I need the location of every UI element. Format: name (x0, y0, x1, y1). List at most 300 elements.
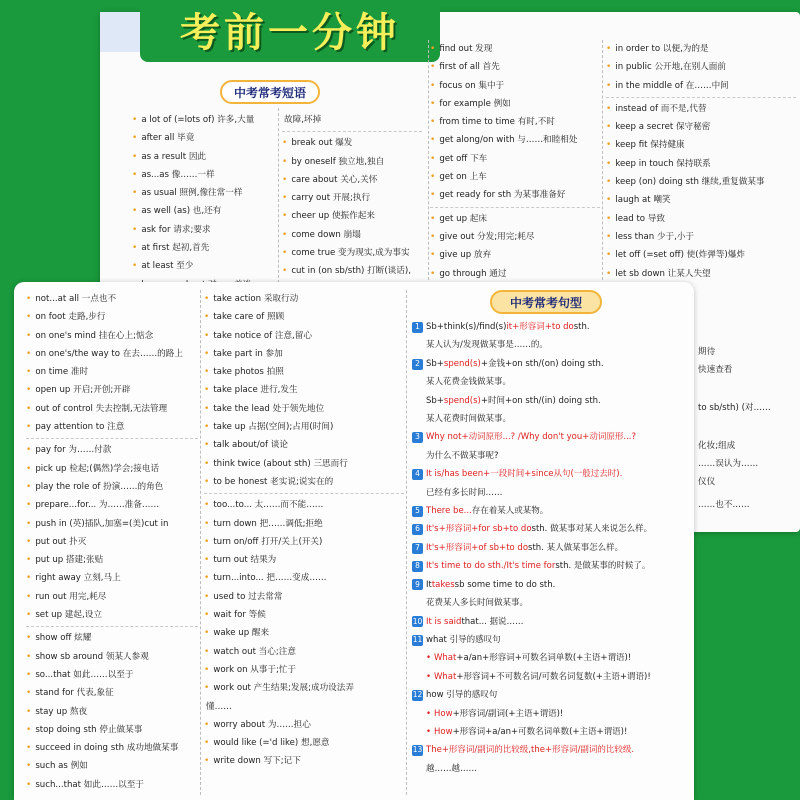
sentence-text: How (434, 726, 453, 737)
phrase-item (26, 551, 198, 569)
bullet-icon: • (282, 193, 288, 204)
bullet-icon: • (26, 463, 32, 474)
phrase-item (204, 327, 404, 345)
sentence-text: 已经有多长时间…… (426, 487, 503, 498)
phrase-text: stand for 代表,象征 (35, 688, 114, 699)
column-divider (406, 290, 407, 795)
pattern-number-badge: 3 (412, 432, 423, 443)
bullet-icon: • (26, 724, 32, 735)
phrase-text: break out 爆发 (291, 138, 353, 149)
phrase-item (204, 533, 404, 551)
bullet-icon: • (430, 135, 436, 146)
phrase-item (204, 308, 404, 326)
phrase-text: show sb around 领某人参观 (35, 651, 149, 662)
sentence-pattern-line (412, 410, 684, 428)
sentence-text: +形容词+不可数名词/可数名词复数(+主语+谓语)! (456, 671, 651, 682)
phrase-item (282, 226, 422, 244)
title-banner (140, 0, 440, 62)
bullet-icon: • (26, 403, 32, 414)
phrase-text: write down 写下;记下 (213, 756, 301, 767)
phrase-item (282, 189, 422, 207)
bullet-icon: • (132, 151, 138, 162)
bullet-icon: • (204, 719, 210, 730)
back-phrase-column-1 (132, 111, 282, 294)
phrase-text: cut in (on sb/sth) 打断(谈话), (291, 266, 411, 277)
phrase-item (606, 191, 796, 209)
phrase-item (204, 400, 404, 418)
phrase-item (606, 77, 796, 95)
sentence-text: +a/an+形容词+可数名词单数(+主语+谓语)! (456, 653, 632, 664)
bullet-icon: • (606, 44, 612, 54)
phrase-text: turn on/off 打开/关上(开关) (213, 536, 323, 547)
sentence-pattern-line (412, 631, 684, 649)
phrase-text: to be honest 老实说;说实在的 (213, 476, 334, 487)
sentence-pattern-line (412, 649, 684, 667)
phrase-item (26, 496, 198, 514)
pattern-number-badge: 9 (412, 579, 423, 590)
phrase-text: push in (英)插队,加塞=(美)cut in (35, 518, 169, 529)
phrase-text: play the role of 扮演……的角色 (35, 481, 164, 492)
sentence-text: takes (431, 579, 455, 590)
phrase-item (606, 173, 796, 191)
phrase-item (430, 150, 600, 168)
phrase-text: by oneself 独立地,独自 (291, 156, 385, 167)
sentence-text: Sb+think(s)/find(s) (426, 322, 507, 332)
dashed-separator (606, 97, 796, 98)
phrase-text: open up 开启;开创;开辟 (35, 385, 131, 396)
bullet-icon: • (26, 669, 32, 680)
phrase-item (606, 155, 796, 173)
phrase-item (26, 363, 198, 381)
phrase-item (430, 113, 600, 131)
phrase-text: keep fit 保持健康 (615, 140, 685, 151)
phrase-item (204, 515, 404, 533)
phrase-item (204, 345, 404, 363)
bullet-icon: • (204, 330, 210, 341)
phrase-item (26, 569, 198, 587)
phrase-item (26, 381, 198, 399)
phrase-text: not...at all 一点也不 (35, 294, 117, 304)
bullet-icon: • (26, 573, 32, 584)
phrase-item (132, 239, 282, 257)
bullet-icon: • (606, 177, 612, 188)
bullet-icon: • (132, 115, 138, 125)
sentence-text: 某人认为/发现做某事是……的。 (426, 340, 548, 351)
phrase-item (132, 148, 282, 166)
sentence-text: Sb+ (426, 395, 444, 406)
phrase-text: take the lead 处于领先地位 (213, 403, 325, 414)
phrase-text: on foot 走路,步行 (35, 312, 106, 323)
phrase-item (204, 436, 404, 454)
phrase-text: laugh at 嘲笑 (615, 195, 671, 206)
bullet-icon: • (426, 671, 432, 682)
phrase-item (26, 308, 198, 326)
phrase-item (430, 186, 600, 204)
phrase-item (430, 58, 600, 76)
phrase-text: as a result 因此 (141, 151, 207, 162)
sentence-pattern-line (412, 539, 684, 557)
phrase-item (430, 210, 600, 228)
column-divider (428, 40, 429, 285)
bullet-icon: • (426, 708, 432, 719)
phrase-text: on one's mind 挂在心上;惦念 (35, 330, 154, 341)
bullet-icon: • (26, 367, 32, 378)
sentence-text: It is/has been+一段时间+since从句(一般过去时). (426, 469, 623, 480)
sentence-text: 某人花费时间做某事。 (426, 414, 512, 425)
bullet-icon: • (132, 133, 138, 144)
phrase-text: take part in 参加 (213, 348, 283, 359)
bullet-icon: • (204, 664, 210, 675)
bullet-icon: • (282, 211, 288, 222)
section-title-sentences: 中考常考句型 (490, 290, 602, 314)
sentence-text: 某人花费金钱做某事。 (426, 377, 512, 388)
bullet-icon: • (26, 591, 32, 602)
pattern-number-badge: 6 (412, 524, 423, 535)
bullet-icon: • (430, 98, 436, 109)
phrase-item (132, 221, 282, 239)
phrase-text: take place 进行,发生 (213, 385, 298, 396)
phrase-text: such as 例如 (35, 761, 88, 772)
bullet-icon: • (204, 518, 210, 529)
phrase-item (606, 100, 796, 118)
sentence-pattern-line (412, 594, 684, 612)
phrase-item (26, 703, 198, 721)
phrase-item (430, 246, 600, 264)
sentence-text: 存在着某人或某物。 (471, 506, 549, 517)
back-phrase-column-3 (430, 40, 600, 283)
sentence-pattern-line (412, 613, 684, 631)
bullet-icon: • (606, 80, 612, 91)
phrase-text: used to 过去常常 (213, 591, 283, 602)
phrase-item (132, 257, 282, 275)
bullet-icon: • (132, 188, 138, 199)
bullet-icon: • (26, 743, 32, 754)
sentence-text: 越……越…… (426, 763, 478, 774)
phrase-item (204, 418, 404, 436)
phrase-text: stay up 熬夜 (35, 706, 88, 717)
phrase-item (430, 265, 600, 283)
bullet-icon: • (430, 80, 436, 91)
phrase-item (430, 168, 600, 186)
bullet-icon: • (26, 330, 32, 341)
phrase-item (26, 684, 198, 702)
bullet-icon: • (26, 633, 32, 644)
column-divider (200, 290, 201, 795)
phrase-text: lead to 导致 (615, 213, 665, 224)
sentence-text: How (434, 708, 453, 719)
sentence-pattern-line (412, 355, 684, 373)
back-partial-3: to sb/sth) (对…… (698, 403, 771, 413)
phrase-item (606, 118, 796, 136)
dashed-separator (204, 493, 404, 494)
phrase-item (204, 661, 404, 679)
bullet-icon: • (204, 500, 210, 511)
bullet-icon: • (430, 172, 436, 183)
front-phrase-column-1 (26, 290, 198, 794)
sentence-text: sth. (573, 322, 590, 332)
phrase-text: pick up 检起;(偶然)学会;接电话 (35, 463, 160, 474)
phrase-text: find out 发现 (439, 44, 493, 54)
phrase-item (282, 262, 422, 280)
phrase-text: such...that 如此……以至于 (35, 779, 144, 790)
phrase-text: take photos 拍照 (213, 367, 284, 378)
phrase-item (282, 171, 422, 189)
phrase-text: let off (=set off) 使(炸弹等)爆炸 (615, 250, 745, 261)
phrase-text: on time 准时 (35, 367, 89, 378)
phrase-item (26, 757, 198, 775)
phrase-text: as well (as) 也,还有 (141, 206, 222, 217)
phrase-text: work on 从事于;忙于 (213, 664, 297, 675)
sentence-text: spend(s) (443, 358, 481, 369)
phrase-item (26, 776, 198, 794)
phrase-item (26, 648, 198, 666)
phrase-item (204, 290, 404, 308)
phrase-item (26, 460, 198, 478)
sentence-text: It's+形容词+for sb+to do (426, 524, 532, 535)
sentence-pattern-line (412, 336, 684, 354)
phrase-text: wake up 醒来 (213, 628, 270, 639)
phrase-text: get up 起床 (439, 213, 487, 224)
bullet-icon: • (204, 422, 210, 433)
phrase-text: in public 公开地,在别人面前 (615, 62, 726, 73)
bullet-icon: • (282, 156, 288, 167)
bullet-icon: • (26, 445, 32, 456)
phrase-text: run out 用完,耗尽 (35, 591, 107, 602)
phrase-text: worry about 为……担心 (213, 719, 311, 730)
bullet-icon: • (430, 153, 436, 164)
bullet-icon: • (26, 481, 32, 492)
phrase-text: so...that 如此……以至于 (35, 669, 134, 680)
sentence-pattern-line (412, 373, 684, 391)
bullet-icon: • (26, 422, 32, 433)
back-phrase-column-2 (282, 111, 422, 299)
phrase-text: pay for 为……付款 (35, 445, 112, 456)
phrase-text: keep a secret 保守秘密 (615, 122, 711, 133)
dashed-separator (26, 626, 198, 627)
sentence-text: how 引导的感叹句 (426, 690, 498, 701)
phrase-text: come down 崩塌 (291, 229, 361, 240)
phrase-text: let sb down 让某人失望 (615, 268, 711, 279)
bullet-icon: • (204, 312, 210, 323)
phrase-text: right away 立刻,马上 (35, 573, 121, 584)
sentence-pattern-line (412, 447, 684, 465)
bullet-icon: • (204, 348, 210, 359)
bullet-icon: • (426, 653, 432, 664)
phrase-text: turn down 把……调低;拒绝 (213, 518, 323, 529)
sentence-text: Why not+动词原形...? /Why don't you+动词原形...? (426, 432, 636, 443)
pattern-number-badge: 7 (412, 543, 423, 554)
sentence-text: what 引导的感叹句 (426, 634, 501, 645)
phrase-text: would like (='d like) 想,愿意 (213, 738, 330, 749)
bullet-icon: • (26, 610, 32, 621)
phrase-text: come true 变为现实,成为事实 (291, 248, 410, 259)
bullet-icon: • (132, 261, 138, 272)
sentence-pattern-line (412, 741, 684, 759)
bullet-icon: • (606, 62, 612, 73)
phrase-item (204, 551, 404, 569)
phrase-text: care about 关心,关怀 (291, 174, 378, 185)
phrase-text: get on 上车 (439, 172, 487, 183)
phrase-text: on one's/the way to 在去……的路上 (35, 348, 183, 359)
phrase-item (204, 588, 404, 606)
phrase-text: instead of 而不是,代替 (615, 103, 707, 114)
bullet-icon: • (204, 573, 210, 584)
bullet-icon: • (282, 266, 288, 277)
front-phrase-column-2 (204, 290, 404, 771)
phrase-item (26, 515, 198, 533)
phrase-text: 懂…… (206, 701, 232, 712)
sentence-text: There be... (426, 506, 472, 517)
bullet-icon: • (204, 683, 210, 694)
phrase-item (282, 153, 422, 171)
sentence-pattern-line (412, 484, 684, 502)
bullet-icon: • (132, 243, 138, 254)
dashed-separator (430, 207, 600, 208)
phrase-item (132, 166, 282, 184)
bullet-icon: • (430, 250, 436, 261)
sentence-text: What (434, 671, 457, 682)
sentence-text: 花费某人多长时间做某事。 (426, 598, 529, 609)
bullet-icon: • (26, 555, 32, 566)
phrase-item (204, 606, 404, 624)
bullet-icon: • (430, 231, 436, 242)
phrase-text: wait for 等候 (213, 610, 266, 621)
phrase-item (282, 207, 422, 225)
phrase-text: take up 占据(空间);占用(时间) (213, 422, 334, 433)
phrase-text: turn...into... 把……变成…… (213, 573, 327, 584)
bullet-icon: • (430, 117, 436, 128)
phrase-item (204, 679, 404, 697)
sentence-text: The+形容词/副词的比较级,the+形容词/副词的比较级. (426, 745, 635, 756)
bullet-icon: • (26, 761, 32, 772)
phrase-text: less than 少于,小于 (615, 231, 695, 242)
phrase-item (282, 134, 422, 152)
pattern-number-badge: 8 (412, 561, 423, 572)
phrase-text: get ready for sth 为某事准备好 (439, 190, 566, 201)
bullet-icon: • (26, 348, 32, 359)
phrase-text: cheer up 使振作起来 (291, 211, 375, 222)
phrase-item (204, 473, 404, 491)
bullet-icon: • (282, 229, 288, 240)
bullet-icon: • (204, 536, 210, 547)
phrase-item (204, 381, 404, 399)
phrase-item (26, 739, 198, 757)
phrase-text: keep in touch 保持联系 (615, 158, 711, 169)
bullet-icon: • (282, 174, 288, 185)
bullet-icon: • (204, 294, 210, 304)
phrase-text: pay attention to 注意 (35, 422, 125, 433)
sentence-text: It's time to do sth./It's time for (426, 561, 556, 572)
phrase-item (204, 698, 404, 716)
column-divider (602, 40, 603, 285)
phrase-text: in order to 以便,为的是 (615, 44, 709, 54)
sentence-text: It is said (426, 616, 462, 627)
dashed-separator (282, 131, 422, 132)
phrase-text: carry out 开展;执行 (291, 193, 371, 204)
phrase-text: after all 毕竟 (141, 133, 195, 144)
phrase-text: first of all 首先 (439, 62, 500, 73)
sentence-text: It's+形容词+of sb+to do (426, 542, 529, 553)
phrase-text: prepare...for... 为……准备…… (35, 500, 160, 511)
back-partial-2: 快速查看 (698, 365, 733, 375)
bullet-icon: • (204, 367, 210, 378)
phrase-text: too...to... 太……而不能…… (213, 500, 324, 511)
bullet-icon: • (606, 195, 612, 206)
phrase-item (204, 363, 404, 381)
phrase-text: take care of 照顾 (213, 312, 285, 323)
phrase-text: at first 起初,首先 (141, 243, 210, 254)
phrase-item (132, 184, 282, 202)
bullet-icon: • (204, 403, 210, 414)
bullet-icon: • (26, 312, 32, 323)
sentence-pattern-line (412, 392, 684, 410)
phrase-item (606, 210, 796, 228)
phrase-item (26, 327, 198, 345)
phrase-text: take action 采取行动 (213, 294, 299, 304)
bullet-icon: • (430, 190, 436, 201)
bullet-icon: • (282, 248, 288, 259)
phrase-text: get off 下车 (439, 153, 488, 164)
phrase-item (26, 478, 198, 496)
bullet-icon: • (26, 688, 32, 699)
bullet-icon: • (606, 122, 612, 133)
phrase-text: ask for 请求;要求 (141, 224, 211, 235)
bullet-icon: • (606, 103, 612, 114)
bullet-icon: • (204, 440, 210, 451)
sentence-text: +形容词/副词(+主语+谓语)! (452, 708, 564, 719)
bullet-icon: • (26, 385, 32, 396)
bullet-icon: • (204, 591, 210, 602)
sentence-pattern-line (412, 502, 684, 520)
phrase-text: as usual 照例,像往常一样 (141, 188, 243, 199)
phrase-text: 故障,坏掉 (284, 115, 322, 125)
bullet-icon: • (606, 268, 612, 279)
phrase-item (26, 345, 198, 363)
sentence-pattern-line (412, 705, 684, 723)
phrase-text: give out 分发;用完;耗尽 (439, 231, 535, 242)
phrase-text: succeed in doing sth 成功地做某事 (35, 743, 179, 754)
back-partial-5: ……误认为…… (698, 459, 759, 469)
phrase-item (430, 95, 600, 113)
phrase-item (430, 40, 600, 58)
back-partial-7: ……也不…… (698, 500, 750, 510)
phrase-text: at least 至少 (141, 261, 194, 272)
pattern-number-badge: 10 (412, 616, 423, 626)
sentence-text: spend(s) (443, 395, 481, 406)
phrase-text: get along/on with 与……和睦相处 (439, 135, 578, 146)
sentence-text: +时间+on sth/(in) doing sth. (480, 395, 601, 406)
bullet-icon: • (132, 224, 138, 235)
pattern-number-badge: 5 (412, 506, 423, 517)
phrase-item (26, 606, 198, 624)
phrase-item (204, 455, 404, 473)
sentence-text: sth. 是做某事的时候了。 (555, 561, 651, 572)
phrase-item (430, 131, 600, 149)
bullet-icon: • (26, 706, 32, 717)
bullet-icon: • (26, 518, 32, 529)
bullet-icon: • (132, 169, 138, 180)
bullet-icon: • (204, 610, 210, 621)
sentence-text: 为什么不做某事呢? (426, 450, 499, 461)
bullet-icon: • (26, 500, 32, 511)
bullet-icon: • (204, 738, 210, 749)
bullet-icon: • (606, 231, 612, 242)
back-partial-1: 期待 (698, 347, 716, 357)
phrase-item (282, 244, 422, 262)
phrase-text: show off 炫耀 (35, 633, 92, 644)
phrase-item (606, 228, 796, 246)
phrase-text: for example 例如 (439, 98, 511, 109)
